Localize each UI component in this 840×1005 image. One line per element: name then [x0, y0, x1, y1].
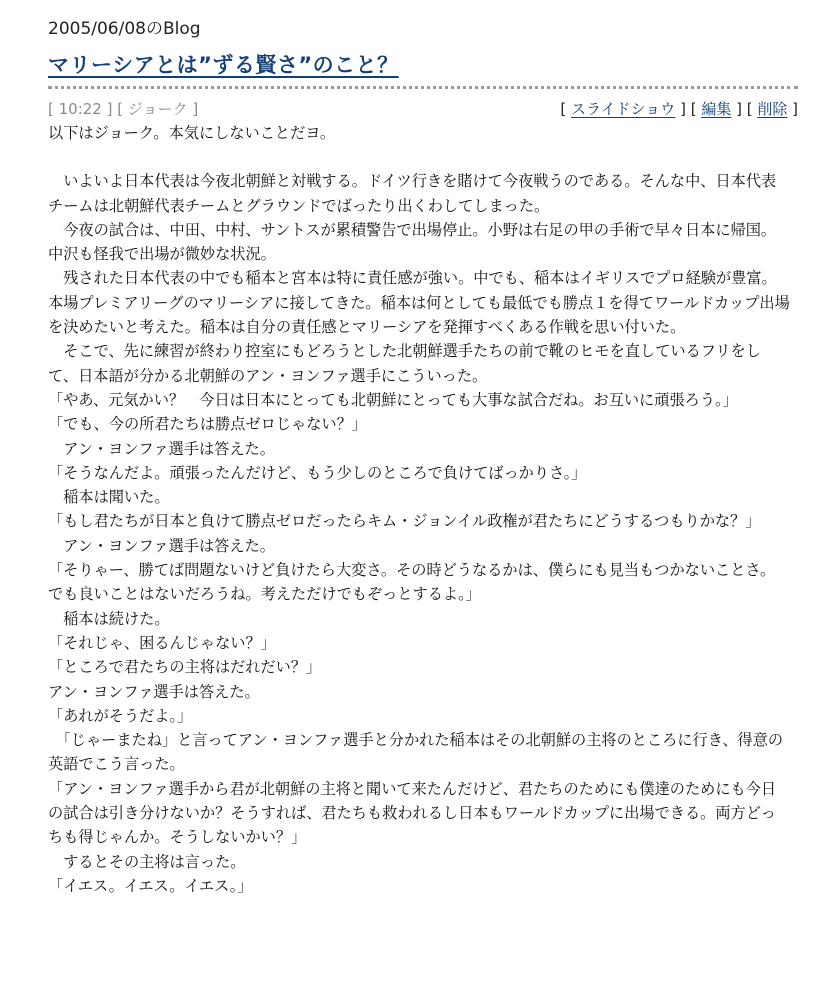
article-body: [48, 121, 790, 898]
article-paragraph: 稲本は聞いた。: [48, 488, 170, 507]
article-paragraph: アン・ヨンファ選手は答えた。: [48, 536, 275, 555]
article-paragraph: 「ところで君たちの主将はだれだい？」: [48, 658, 322, 677]
paragraph-gap: [48, 145, 790, 169]
article-paragraph: いよいよ日本代表は今夜北朝鮮と対戦する。ドイツ行きを賭けて今夜戦うのである。そんな中、日本代表チームは北朝鮮代表チームとグラウンドでばったり出くわしてしまった。: [48, 172, 777, 215]
article-paragraph: 「そりゃー、勝てば問題ないけど負けたら大変さ。その時どうなるかは、僕らにも見当もつかないことさ。でも良いことはないだろうね。考えただけでもぞっとするよ。」: [48, 561, 776, 604]
blog-date-heading: 2005/06/08のBlog: [48, 19, 201, 39]
post-actions: [560, 98, 798, 119]
article-paragraph: アン・ヨンファ選手は答えた。: [48, 439, 275, 458]
article-paragraph: 「でも、今の所君たちは勝点ゼロじゃない？」: [48, 415, 367, 434]
title-divider: [48, 86, 798, 89]
article-paragraph: 「やあ、元気かい？ 今日は日本にとっても北朝鮮にとっても大事な試合だね。お互いに頑張ろう。」: [48, 390, 738, 409]
post-meta-left: [48, 98, 198, 119]
article-paragraph: 稲本は続けた。: [48, 609, 170, 628]
post-time: [ 10:22 ]: [48, 99, 113, 118]
article-paragraph: そこで、先に練習が終わり控室にもどろうとした北朝鮮選手たちの前で靴のヒモを直しているフリをして、日本語が分かる北朝鮮のアン・ヨンファ選手にこういった。: [48, 342, 761, 385]
article-paragraph: アン・ヨンファ選手は答えた。: [48, 682, 260, 701]
bracket-open: [: [560, 99, 572, 118]
article-paragraph: 「それじゃ、困るんじゃない？」: [48, 633, 276, 652]
slideshow-link[interactable]: スライドショウ: [571, 99, 676, 118]
article-paragraph: するとその主将は言った。: [48, 852, 246, 871]
article-paragraph: 「もし君たちが日本と負けて勝点ゼロだったらキム・ジョンイル政権が君たちにどうするつもりかな？」: [48, 512, 761, 531]
article-paragraph: 「アン・ヨンファ選手から君が北朝鮮の主将と聞いて来たんだけど、君たちのためにも僕達のためにも今日の試合は引き分けないか？そうすれば、君たちも救われるし日本もワールドカップに出場できる。両方どっちも得じゃんか。そうしないかい？」: [48, 779, 777, 847]
bracket-separator: ] [: [731, 99, 758, 118]
article-paragraph: 残された日本代表の中でも稲本と宮本は特に責任感が強い。中でも、稲本はイギリスでプロ経験が豊富。本場プレミアリーグのマリーシアに接してきた。稲本は何としても最低でも勝点１を得てワールドカップ出場を決めたいと考えた。稲本は自分の責任感とマリーシアを発揮すべくある作戦を思い付いた。: [48, 269, 790, 337]
post-category: [ ジョーク ]: [117, 99, 199, 118]
bracket-separator: ] [: [675, 99, 702, 118]
article-paragraph: 「じゃーまたね」と言ってアン・ヨンファ選手と分かれた稲本はその北朝鮮の主将のところに行き、得意の英語でこう言った。: [48, 731, 784, 774]
delete-link[interactable]: 削除: [757, 99, 788, 118]
article-paragraph: 「イエス。イエス。イエス。」: [48, 876, 253, 895]
post-meta-row: [48, 95, 798, 121]
article-paragraph: 「そうなんだよ。頑張ったんだけど、もう少しのところで負けてばっかりさ。」: [48, 463, 587, 482]
post-title-link[interactable]: マリーシアとは”ずる賢さ”のこと？: [48, 53, 399, 77]
article-paragraph: 「あれがそうだよ。」: [48, 706, 193, 725]
edit-link[interactable]: 編集: [701, 99, 732, 118]
article-paragraph: 今夜の試合は、中田、中村、サントスが累積警告で出場停止。小野は右足の甲の手術で早々日本に帰国。中沢も怪我で出場が微妙な状況。: [48, 220, 777, 264]
article-lead: 以下はジョーク。本気にしないことだヨ。: [48, 124, 336, 142]
bracket-close: ]: [787, 99, 798, 118]
